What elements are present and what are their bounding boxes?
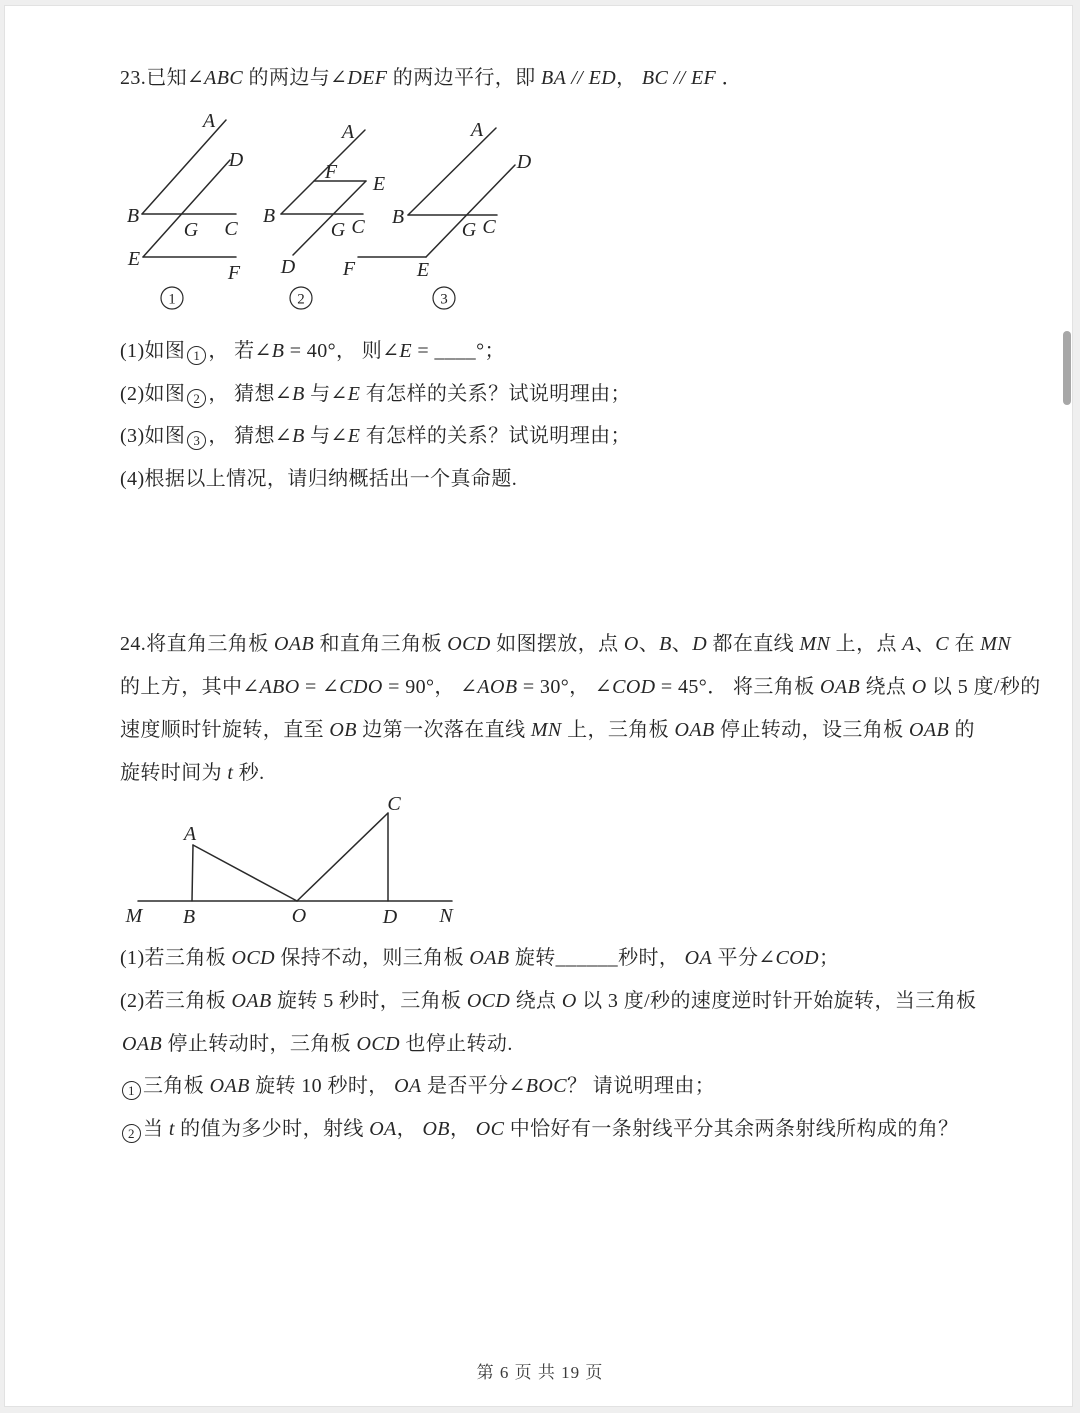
text-run: (4)根据以上情况，请归纳概括出一个真命题. xyxy=(120,468,518,490)
text-run: 是否平分∠ xyxy=(421,1075,526,1097)
text-run: ______ xyxy=(555,947,619,969)
scrollbar-thumb[interactable] xyxy=(1063,331,1071,405)
figure-point-label: B xyxy=(262,205,276,227)
figure-number-label: 2 xyxy=(297,291,305,308)
problem24-line3 xyxy=(120,716,975,744)
math-text: E xyxy=(347,425,361,447)
text-run: 三角板 xyxy=(143,1075,210,1097)
text-run: = 90°， ∠ xyxy=(382,676,478,698)
text-run: = ∠ xyxy=(299,676,340,698)
text-run: = 45°． 将三角板 xyxy=(655,676,820,698)
text-run: ， 猜想∠ xyxy=(208,383,293,405)
circled-number: 1 xyxy=(187,346,206,365)
text-run: = 40°， 则∠ xyxy=(284,340,400,362)
math-text: COD xyxy=(775,947,819,969)
text-run: 24.将直角三角板 xyxy=(120,633,274,655)
text-run: 旋转 10 秒时， xyxy=(249,1075,395,1097)
text-run: 上，点 xyxy=(830,633,903,655)
math-text: OAB xyxy=(908,719,950,741)
figure-point-label: D xyxy=(228,149,244,171)
text-run: ____ xyxy=(434,340,477,362)
math-text: D xyxy=(692,633,708,655)
text-run: 绕点 xyxy=(510,990,562,1012)
math-text: t xyxy=(227,762,234,784)
problem23-question-1 xyxy=(120,337,505,365)
text-run: (2)如图 xyxy=(120,383,186,405)
figure-point-label: E xyxy=(416,259,430,281)
page-number-footer: 第 6 页 共 19 页 xyxy=(476,1363,604,1382)
text-run: 有怎样的关系？试说明理由； xyxy=(360,425,631,447)
figure-point-label: B xyxy=(126,205,140,227)
math-text: OA xyxy=(369,1118,397,1140)
figure-line xyxy=(193,845,297,901)
text-run: 的 xyxy=(949,719,975,741)
text-run: ， xyxy=(396,1118,423,1140)
math-text: B xyxy=(271,340,285,362)
math-text: MN xyxy=(530,719,562,741)
text-run: 停止转动时，三角板 xyxy=(162,1033,357,1055)
math-text: B xyxy=(659,633,672,655)
math-text: E xyxy=(399,340,412,362)
math-text: E xyxy=(347,383,361,405)
circled-number: 2 xyxy=(122,1124,141,1143)
math-text: B xyxy=(292,425,305,447)
math-text: OCD xyxy=(231,947,275,969)
math-text: ABC xyxy=(204,67,244,89)
math-text: OA xyxy=(684,947,713,969)
math-text: ABO xyxy=(259,676,300,698)
figure-point-label: D xyxy=(382,906,398,928)
math-text: OAB xyxy=(674,719,715,741)
figure-number-label: 1 xyxy=(168,291,176,308)
figure-point-label: D xyxy=(280,256,296,278)
problem24-figure xyxy=(110,788,480,933)
figure-point-label: A xyxy=(183,823,197,845)
problem23-intro xyxy=(120,64,742,92)
problem24-question-2a xyxy=(120,987,976,1015)
figure-point-label: N xyxy=(439,905,453,927)
figure-point-label: B xyxy=(182,906,196,928)
figure-point-label: E xyxy=(372,173,386,195)
math-text: DEF xyxy=(347,67,388,89)
math-text: BOC xyxy=(525,1075,567,1097)
math-text: OC xyxy=(475,1118,505,1140)
text-run: 与∠ xyxy=(304,425,348,447)
problem24-question-1 xyxy=(120,944,839,972)
figure-point-label: A xyxy=(202,110,216,132)
problem23-question-4 xyxy=(120,465,517,493)
text-run: 速度顺时针旋转，直至 xyxy=(120,719,330,741)
figure-point-label: G xyxy=(183,219,199,241)
figure-line xyxy=(408,128,496,215)
problem24-question-2b xyxy=(122,1030,513,1058)
math-text: AOB xyxy=(477,676,518,698)
text-run: 23.已知∠ xyxy=(120,67,205,89)
text-run: 的值为多少时，射线 xyxy=(174,1118,370,1140)
text-run: 、 xyxy=(671,633,693,655)
text-run: 中恰好有一条射线平分其余两条射线所构成的角？ xyxy=(504,1118,959,1140)
text-run: 停止转动，设三角板 xyxy=(714,719,909,741)
math-text: C xyxy=(935,633,950,655)
figure-number-label: 3 xyxy=(440,291,448,308)
text-run: (3)如图 xyxy=(120,425,186,447)
math-text: OAB xyxy=(820,676,861,698)
text-run: (2)若三角板 xyxy=(120,990,232,1012)
math-text: COD xyxy=(612,676,656,698)
text-run: 以 3 度/秒的速度逆时针开始旋转，当三角板 xyxy=(576,990,977,1012)
math-text: BC // EF xyxy=(641,67,717,89)
math-text: OCD xyxy=(466,990,511,1012)
figure-point-label: A xyxy=(470,119,484,141)
text-run: 、 xyxy=(638,633,660,655)
figure-line xyxy=(192,845,193,901)
figure-line xyxy=(143,160,230,257)
figure-point-label: G xyxy=(330,219,346,241)
text-run: 也停止转动. xyxy=(399,1033,513,1055)
text-run: = xyxy=(411,340,435,362)
figure-point-label: C xyxy=(387,793,401,815)
text-run: 保持不动，则三角板 xyxy=(274,947,470,969)
problem24-subquestion-2 xyxy=(120,1115,959,1143)
text-run: ， xyxy=(449,1118,476,1140)
math-text: O xyxy=(911,676,927,698)
text-run: 的两边平行，即 xyxy=(387,67,542,89)
text-run: 绕点 xyxy=(860,676,912,698)
text-run: ， 猜想∠ xyxy=(208,425,293,447)
figure-line xyxy=(426,165,515,257)
math-text: OB xyxy=(422,1118,450,1140)
text-run: 边第一次落在直线 xyxy=(356,719,531,741)
math-text: t xyxy=(168,1118,175,1140)
math-text: OCD xyxy=(447,633,491,655)
text-run: (1)若三角板 xyxy=(120,947,232,969)
math-text: OAB xyxy=(231,990,272,1012)
math-text: OCD xyxy=(356,1033,400,1055)
figure-point-label: F xyxy=(227,262,241,284)
text-run: ； xyxy=(818,947,840,969)
math-text: OAB xyxy=(274,633,315,655)
text-run: 平分∠ xyxy=(712,947,776,969)
figure-point-label: F xyxy=(342,258,356,280)
problem23-question-3 xyxy=(120,422,631,450)
problem24-subquestion-1 xyxy=(120,1072,715,1100)
text-run: (1)如图 xyxy=(120,340,186,362)
math-text: A xyxy=(902,633,915,655)
figure-point-label: F xyxy=(324,161,338,183)
math-text: MN xyxy=(980,633,1012,655)
text-run: ， 若∠ xyxy=(208,340,272,362)
circled-number: 3 xyxy=(187,431,206,450)
figure-point-label: G xyxy=(461,219,477,241)
figure-point-label: B xyxy=(391,206,405,228)
text-run: 、 xyxy=(914,633,936,655)
figure-point-label: C xyxy=(351,216,365,238)
text-run: 旋转 5 秒时，三角板 xyxy=(271,990,467,1012)
figure-point-label: E xyxy=(127,248,141,270)
text-run: 如图摆放，点 xyxy=(490,633,624,655)
text-run: °； xyxy=(476,340,505,362)
math-text: CDO xyxy=(339,676,383,698)
math-text: OB xyxy=(329,719,357,741)
problem24-line1 xyxy=(120,630,1011,658)
figure-line xyxy=(142,120,226,214)
figure-point-label: C xyxy=(482,216,496,238)
figure-point-label: D xyxy=(516,151,532,173)
figure-point-label: M xyxy=(125,905,143,927)
circled-number: 2 xyxy=(187,389,206,408)
text-run: 秒时， xyxy=(618,947,685,969)
problem24-line2 xyxy=(120,673,1041,701)
problem23-figure xyxy=(110,100,570,315)
text-run: 旋转 xyxy=(509,947,556,969)
figure-line xyxy=(297,813,388,901)
problem23-question-2 xyxy=(120,380,631,408)
circled-number: 1 xyxy=(122,1081,141,1100)
math-text: OAB xyxy=(469,947,510,969)
math-text: O xyxy=(561,990,577,1012)
text-run: ？ 请说明理由； xyxy=(566,1075,716,1097)
math-text: OAB xyxy=(209,1075,250,1097)
text-run: 都在直线 xyxy=(707,633,800,655)
text-run: ． xyxy=(716,67,742,89)
math-text: MN xyxy=(799,633,831,655)
text-run: = 30°， ∠ xyxy=(517,676,613,698)
math-text: OA xyxy=(394,1075,422,1097)
text-run: 旋转时间为 xyxy=(120,762,228,784)
math-text: OAB xyxy=(122,1033,163,1055)
text-run: 的两边与∠ xyxy=(243,67,348,89)
text-run: 与∠ xyxy=(304,383,348,405)
math-text: B xyxy=(292,383,305,405)
text-run: 上，三角板 xyxy=(561,719,675,741)
figure-point-label: O xyxy=(291,905,307,927)
math-text: O xyxy=(623,633,639,655)
figure-point-label: C xyxy=(224,218,238,240)
text-run: 在 xyxy=(949,633,981,655)
text-run: ， xyxy=(616,67,642,89)
text-run: 和直角三角板 xyxy=(314,633,448,655)
text-run: 秒. xyxy=(233,762,265,784)
text-run: 有怎样的关系？试说明理由； xyxy=(360,383,631,405)
problem24-line4 xyxy=(120,759,265,787)
math-text: BA // ED xyxy=(541,67,617,89)
text-run: 当 xyxy=(143,1118,169,1140)
text-run: 的上方，其中∠ xyxy=(120,676,260,698)
text-run: 以 5 度/秒的 xyxy=(926,676,1041,698)
figure-point-label: A xyxy=(341,121,355,143)
